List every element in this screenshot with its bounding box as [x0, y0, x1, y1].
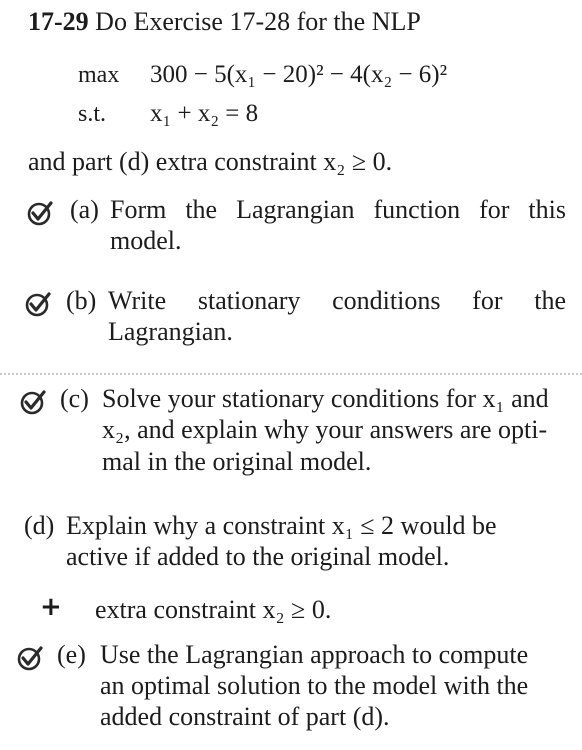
constraint-label: s.t.: [78, 101, 107, 127]
part-d-tag: (d): [24, 511, 55, 540]
dotted-divider: [0, 373, 582, 375]
part-d-line-2: active if added to the original model.: [66, 542, 450, 571]
part-c-line-1: Solve your stationary conditions for x₁ and: [102, 384, 549, 413]
part-b-line-1: Write stationary conditions for the: [108, 286, 566, 315]
part-c-tag: (c): [60, 384, 89, 413]
constraint-expression: x₁ + x₂ = 8: [150, 100, 259, 127]
extra-constraint-line: and part (d) extra constraint x₂ ≥ 0.: [28, 147, 393, 176]
part-a-line-1: Form the Lagrangian function for this: [110, 195, 566, 224]
part-e-tag: (e): [57, 640, 86, 669]
part-e-line-2: an optimal solution to the model with the: [100, 671, 529, 700]
part-c-line-2: x₂, and explain why your answers are opti-: [102, 415, 548, 444]
check-mark-icon: [20, 389, 46, 415]
part-e-line-3: added constraint of part (d).: [100, 702, 390, 731]
objective-label: max: [78, 62, 120, 88]
objective-expression: 300 − 5(x₁ − 20)² − 4(x₂ − 6)²: [150, 61, 448, 88]
plus-icon: +: [40, 592, 62, 622]
check-mark-icon: [17, 645, 43, 671]
exercise-header: [28, 6, 421, 38]
part-e-line-1: Use the Lagrangian approach to compute: [100, 640, 529, 669]
part-a-line-2: model.: [110, 226, 182, 255]
part-b-tag: (b): [66, 286, 97, 315]
part-a-tag: (a): [70, 195, 99, 224]
exercise-number: 17-29: [28, 7, 89, 36]
part-c-line-3: mal in the original model.: [102, 447, 372, 476]
part-b-line-2: Lagrangian.: [108, 317, 233, 346]
check-mark-icon: [27, 200, 53, 226]
annotation-text: extra constraint x₂ ≥ 0.: [95, 595, 332, 624]
exercise-intro: Do Exercise 17-28 for the NLP: [95, 7, 421, 36]
check-mark-icon: [25, 291, 51, 317]
part-d-line-1: Explain why a constraint x₁ ≤ 2 would be: [66, 511, 497, 540]
